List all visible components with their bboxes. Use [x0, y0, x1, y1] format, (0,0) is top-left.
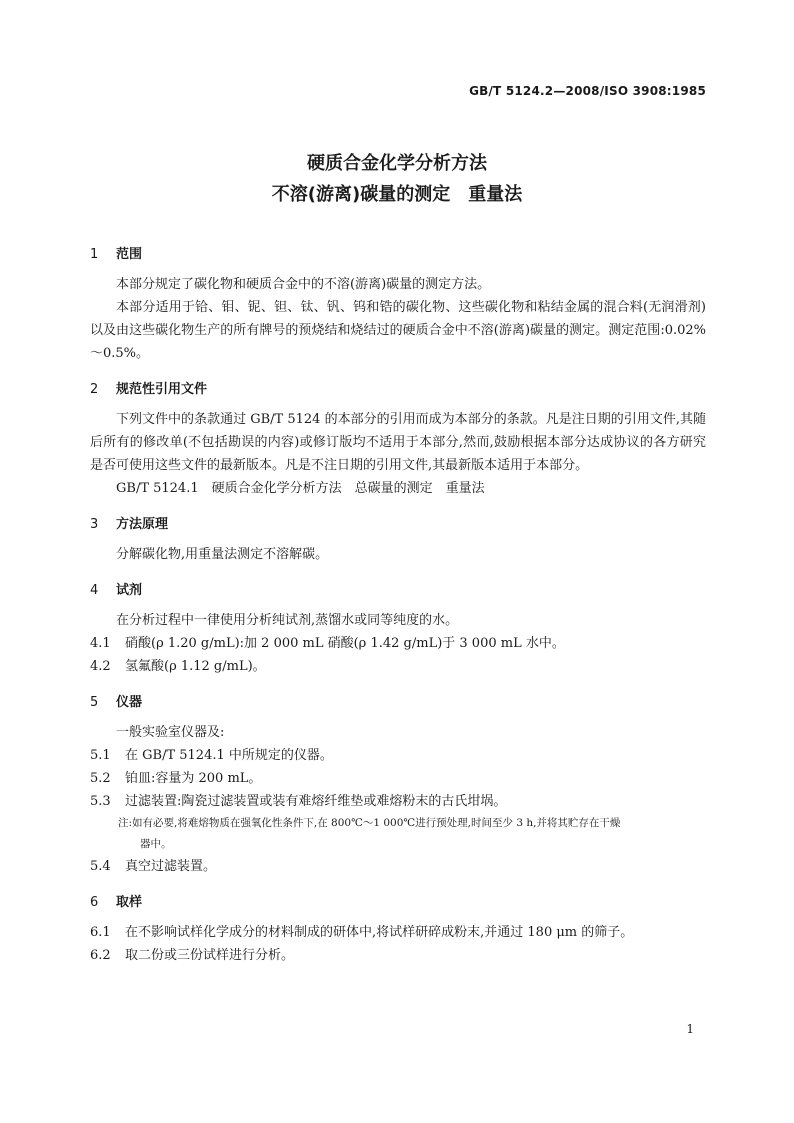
section-heading: [90, 514, 706, 536]
section-sampling: [90, 892, 706, 967]
clause-item: [90, 767, 706, 790]
section-heading: [90, 892, 706, 914]
clause-text: 铂皿:容量为 200 mL。: [125, 771, 262, 786]
section-number: 6: [90, 895, 99, 910]
paragraph: 本部分规定了碳化物和硬质合金中的不溶(游离)碳量的测定方法。: [116, 277, 491, 292]
section-title: 方法原理: [116, 517, 169, 532]
section-number: 3: [90, 517, 99, 532]
paragraph: 本部分适用于铪、钼、铌、钽、钛、钒、钨和锆的碳化物、这些碳化物和粘结金属的混合料(无润滑剂)以及由这些碳化物生产的所有牌号的预烧结和烧结过的硬质合金中不溶(游离)碳量的测定。测定范围:0.02%～0.5%。: [90, 300, 706, 361]
paragraph: 一般实验室仪器及:: [116, 725, 225, 740]
section-apparatus: [90, 692, 706, 878]
paragraph: 在分析过程中一律使用分析纯试剂,蒸馏水或同等纯度的水。: [116, 613, 459, 628]
section-number: 5: [90, 695, 99, 710]
clause-item: [90, 944, 706, 967]
note-line: 器中。: [140, 838, 172, 850]
section-title: 试剂: [116, 583, 143, 598]
section-heading: [90, 244, 706, 266]
clause-number: 5.1: [90, 748, 111, 763]
paragraph: 下列文件中的条款通过 GB/T 5124 的本部分的引用而成为本部分的条款。凡是注日期的引用文件,其随后所有的修改单(不包括勘误的内容)或修订版均不适用于本部分,然而,鼓励根据本部分达成协议的各方研究是否可使用这些文件的最新版本。凡是不注日期的引用文件,其最新版本适用于本部分。: [90, 412, 706, 473]
section-title: 仪器: [116, 695, 143, 710]
section-heading: [90, 580, 706, 602]
clause-number: 6.1: [90, 925, 111, 940]
reference-entry: GB/T 5124.1 硬质合金化学分析方法 总碳量的测定 重量法: [116, 481, 485, 496]
clause-number: 4.2: [90, 659, 111, 674]
clause-number: 5.3: [90, 794, 111, 809]
title-line-2: 不溶(游离)碳量的测定 重量法: [271, 184, 523, 205]
section-number: 2: [90, 382, 99, 397]
clause-text: 氢氟酸(ρ 1.12 g/mL)。: [125, 659, 266, 674]
section-number: 1: [90, 247, 99, 262]
clause-text: 过滤装置:陶瓷过滤装置或装有难熔纤维垫或难熔粉末的古氏坩埚。: [125, 794, 507, 809]
section-title: 范围: [116, 247, 143, 262]
section-normative-references: [90, 379, 706, 500]
section-number: 4: [90, 583, 99, 598]
clause-item: [90, 921, 706, 944]
standard-code: GB/T 5124.2—2008/ISO 3908:1985: [469, 84, 706, 98]
section-heading: [90, 379, 706, 401]
clause-number: 6.2: [90, 948, 111, 963]
section-scope: [90, 244, 706, 365]
clause-item: [90, 655, 706, 678]
section-reagents: [90, 580, 706, 678]
clause-item: [90, 790, 706, 813]
note-line: 注:如有必要,将难熔物质在强氧化性条件下,在 800℃～1 000℃进行预处理,时间至少 3 h,并将其贮存在干燥: [118, 817, 621, 829]
clause-text: 真空过滤装置。: [125, 859, 217, 874]
title-line-1: 硬质合金化学分析方法: [307, 153, 487, 174]
clause-number: 5.2: [90, 771, 111, 786]
document-body: [90, 244, 706, 981]
document-title: [0, 148, 794, 210]
clause-text: 取二份或三份试样进行分析。: [125, 948, 295, 963]
section-heading: [90, 692, 706, 714]
section-principle: [90, 514, 706, 566]
clause-number: 4.1: [90, 636, 111, 651]
clause-item: [90, 632, 706, 655]
clause-item: [90, 744, 706, 767]
paragraph: 分解碳化物,用重量法测定不溶解碳。: [116, 547, 329, 562]
clause-text: 在 GB/T 5124.1 中所规定的仪器。: [125, 748, 333, 763]
clause-text: 硝酸(ρ 1.20 g/mL):加 2 000 mL 硝酸(ρ 1.42 g/mL)于 3 000 mL 水中。: [125, 636, 565, 651]
section-title: 规范性引用文件: [116, 382, 208, 397]
clause-item: [90, 855, 706, 878]
note: [90, 813, 706, 855]
section-title: 取样: [116, 895, 143, 910]
clause-text: 在不影响试样化学成分的材料制成的研体中,将试样研碎成粉末,并通过 180 μm 的筛子。: [125, 925, 634, 940]
clause-number: 5.4: [90, 859, 111, 874]
page-number: 1: [686, 1022, 694, 1036]
